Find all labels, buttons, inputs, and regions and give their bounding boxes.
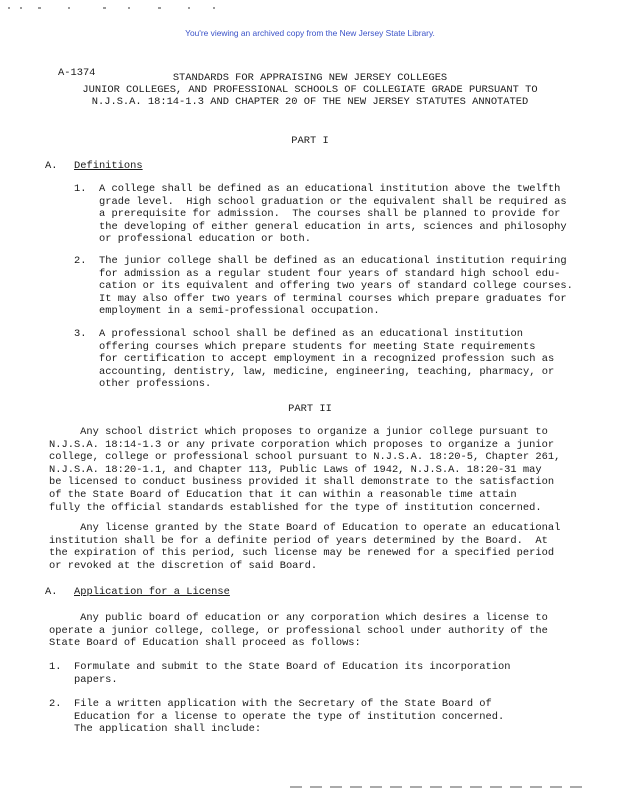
application-heading: Application for a License [74,586,230,598]
definition-3-number: 3. [74,328,87,340]
scan-artifact-dots [8,6,228,10]
title-line-1: STANDARDS FOR APPRAISING NEW JERSEY COLLEGES [172,72,448,84]
step-2-number: 2. [49,698,62,710]
definition-2-text: The junior college shall be defined as an educational institution requiring for admission as a regular student four years of standard high school edu- cation or its equivalent and offering two years of standard college courses. It may also offer two years of terminal courses which prepare graduates for employment in a semi-professional occupation. [99,255,573,318]
title-line-3: N.J.S.A. 18:14-1.3 AND CHAPTER 20 OF THE NEW JERSEY STATUTES ANNOTATED [91,96,529,108]
section-a-letter: A. [45,160,58,172]
title-line-2: JUNIOR COLLEGES, AND PROFESSIONAL SCHOOLS OF COLLEGIATE GRADE PURSUANT TO [82,84,538,96]
part-two-heading: PART II [288,403,332,415]
step-2-text: File a written application with the Secretary of the State Board of Education for a license to operate the type of institution concerned. The application shall include: [74,698,505,736]
part-one-heading: PART I [291,135,329,147]
part-two-paragraph-1: Any school district which proposes to organize a junior college pursuant to N.J.S.A. 18:14-1.3 or any private corporation which proposes to organize a junior college, college or professional school pursuant to N.J.S.A. 18:20-5, Chapter 261, N.J.S.A. 18:20-1.1, and Chapter 113, Public Laws of 1942, N.J.S.A. 18:20-31 may be licensed to conduct business provided it shall demonstrate to the satisfaction of the State Board of Education that it can within a reasonable time attain fully the official standards established for the type of institution concerned. [49,426,561,514]
archive-banner: You're viewing an archived copy from the New Jersey State Library. [185,28,435,38]
definitions-heading: Definitions [74,160,143,172]
section-a-letter-2: A. [45,586,58,598]
part-two-paragraph-2: Any license granted by the State Board of Education to operate an educational institution shall be for a definite period of years determined by the Board. At the expiration of this period, such license may be renewed for a specified period or revoked at the discretion of said Board. [49,522,561,572]
document-number: A-1374 [58,67,96,79]
definition-1-text: A college shall be defined as an educational institution above the twelfth grade level. High school graduation or the equivalent shall be required as a prerequisite for admission. The courses shall be planned to provide for the developing of either general education in arts, sciences and philosophy or professional education or both. [99,183,567,246]
step-1-number: 1. [49,661,62,673]
definition-2-number: 2. [74,255,87,267]
footer-dashes [290,784,590,790]
definition-3-text: A professional school shall be defined as an educational institution offering courses which prepare students for meeting State requirements for certification to accept employment in a recognized profession such as accounting, dentistry, law, medicine, engineering, teaching, pharmacy, or other professions. [99,328,555,391]
definition-1-number: 1. [74,183,87,195]
application-intro: Any public board of education or any corporation which desires a license to operate a junior college, college, or professional school under authority of the State Board of Education shall proceed as follows: [49,612,548,650]
step-1-text: Formulate and submit to the State Board of Education its incorporation papers. [74,661,511,686]
